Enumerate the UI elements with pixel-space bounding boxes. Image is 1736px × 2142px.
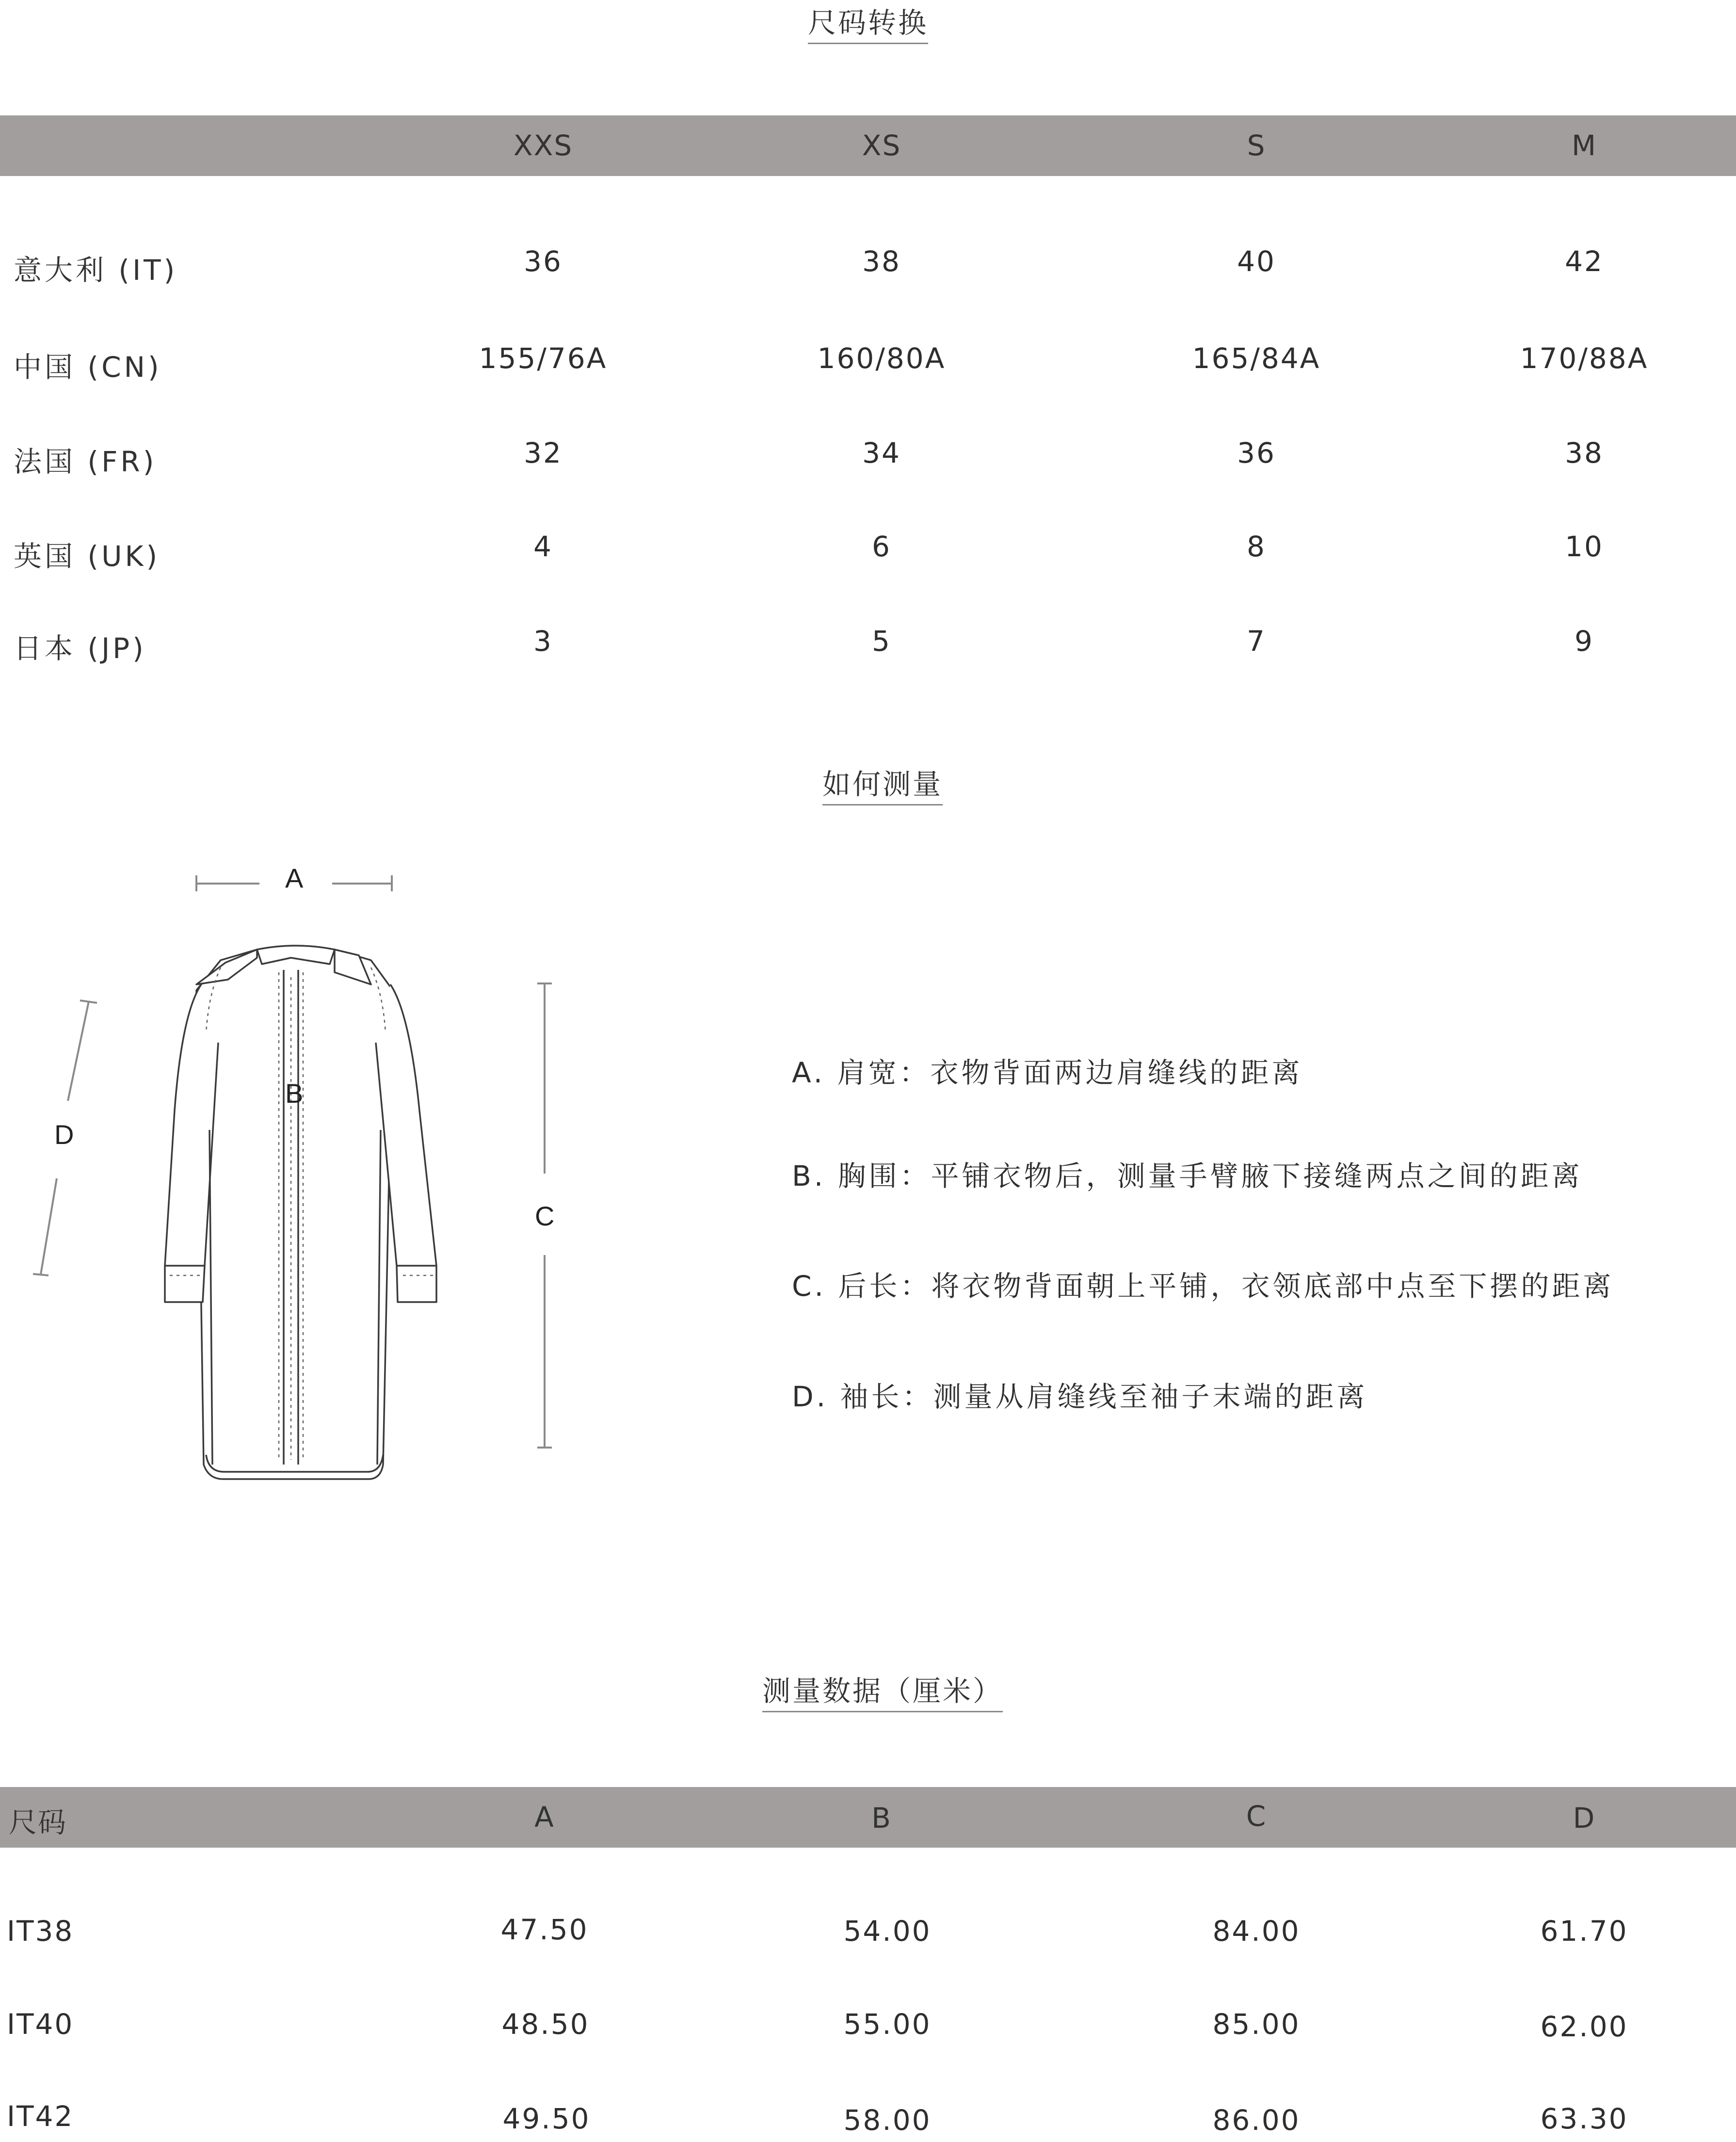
row-label-fr: 法国 (FR) (14, 445, 157, 478)
desc-d: D. 袖长：测量从肩缝线至袖子末端的距离 (792, 1380, 1368, 1413)
cell: 32 (524, 436, 563, 469)
row-label-cn: 中国 (CN) (14, 351, 162, 384)
howto-title: 如何测量 (15, 761, 1736, 805)
header-s: S (1247, 129, 1266, 162)
size-it40: IT40 (7, 2008, 74, 2041)
cell: 7 (1247, 625, 1266, 658)
cell: 3 (533, 625, 553, 658)
desc-a: A. 肩宽：衣物背面两边肩缝线的距离 (792, 1056, 1303, 1089)
cell: 10 (1565, 530, 1604, 563)
cell: 42 (1565, 245, 1604, 278)
header-m: M (1571, 129, 1597, 162)
cell: 48.50 (501, 2008, 590, 2041)
header-c: C (1246, 1800, 1267, 1833)
shirt-dress-drawing (165, 946, 436, 1479)
cell: 55.00 (843, 2008, 932, 2041)
cell: 84.00 (1212, 1915, 1301, 1948)
label-a: A (285, 863, 304, 893)
cell: 36 (524, 245, 563, 278)
label-d: D (54, 1119, 74, 1150)
cell: 38 (1565, 436, 1604, 469)
cell: 8 (1247, 530, 1266, 563)
row-label-jp: 日本 (JP) (14, 632, 146, 665)
garment-diagram (0, 839, 606, 1508)
cell: 160/80A (817, 342, 946, 375)
cell: 62.00 (1540, 2010, 1628, 2043)
cell: 86.00 (1212, 2104, 1301, 2137)
row-label-uk: 英国 (UK) (14, 540, 161, 573)
desc-b: B. 胸围：平铺衣物后，测量手臂腋下接缝两点之间的距离 (792, 1160, 1583, 1192)
cell: 165/84A (1192, 342, 1321, 375)
cell: 47.50 (500, 1913, 589, 1946)
label-b: B (285, 1078, 304, 1109)
cell: 61.70 (1540, 1915, 1628, 1948)
header-xs: XS (862, 129, 901, 162)
cell: 9 (1575, 625, 1594, 658)
cell: 58.00 (843, 2104, 932, 2137)
label-c: C (535, 1201, 555, 1231)
cell: 34 (862, 436, 901, 469)
measurements-title: 测量数据（厘米） (15, 1668, 1736, 1712)
header-b: B (871, 1802, 892, 1835)
cell: 36 (1237, 436, 1276, 469)
cell: 155/76A (479, 342, 608, 375)
cell: 4 (533, 530, 553, 563)
conversion-header-band (0, 115, 1736, 176)
cell: 170/88A (1520, 342, 1649, 375)
cell: 40 (1237, 245, 1276, 278)
header-size: 尺码 (9, 1806, 67, 1839)
header-xxs: XXS (513, 129, 573, 162)
size-it38: IT38 (7, 1915, 74, 1948)
conversion-title: 尺码转换 (0, 0, 1736, 44)
desc-c: C. 后长：将衣物背面朝上平铺，衣领底部中点至下摆的距离 (792, 1270, 1614, 1303)
cell: 54.00 (843, 1915, 932, 1948)
cell: 38 (862, 245, 901, 278)
dim-line-d-top (68, 1001, 89, 1101)
cell: 49.50 (502, 2102, 591, 2135)
cell: 6 (872, 530, 891, 563)
cell: 5 (872, 625, 891, 658)
row-label-it: 意大利 (IT) (14, 254, 178, 287)
dim-line-d-bottom (41, 1178, 57, 1274)
measurements-header-band (0, 1787, 1736, 1848)
header-d: D (1573, 1802, 1596, 1835)
cell: 63.30 (1540, 2102, 1628, 2135)
size-it42: IT42 (7, 2100, 74, 2133)
cell: 85.00 (1212, 2008, 1301, 2041)
header-a: A (534, 1801, 555, 1834)
